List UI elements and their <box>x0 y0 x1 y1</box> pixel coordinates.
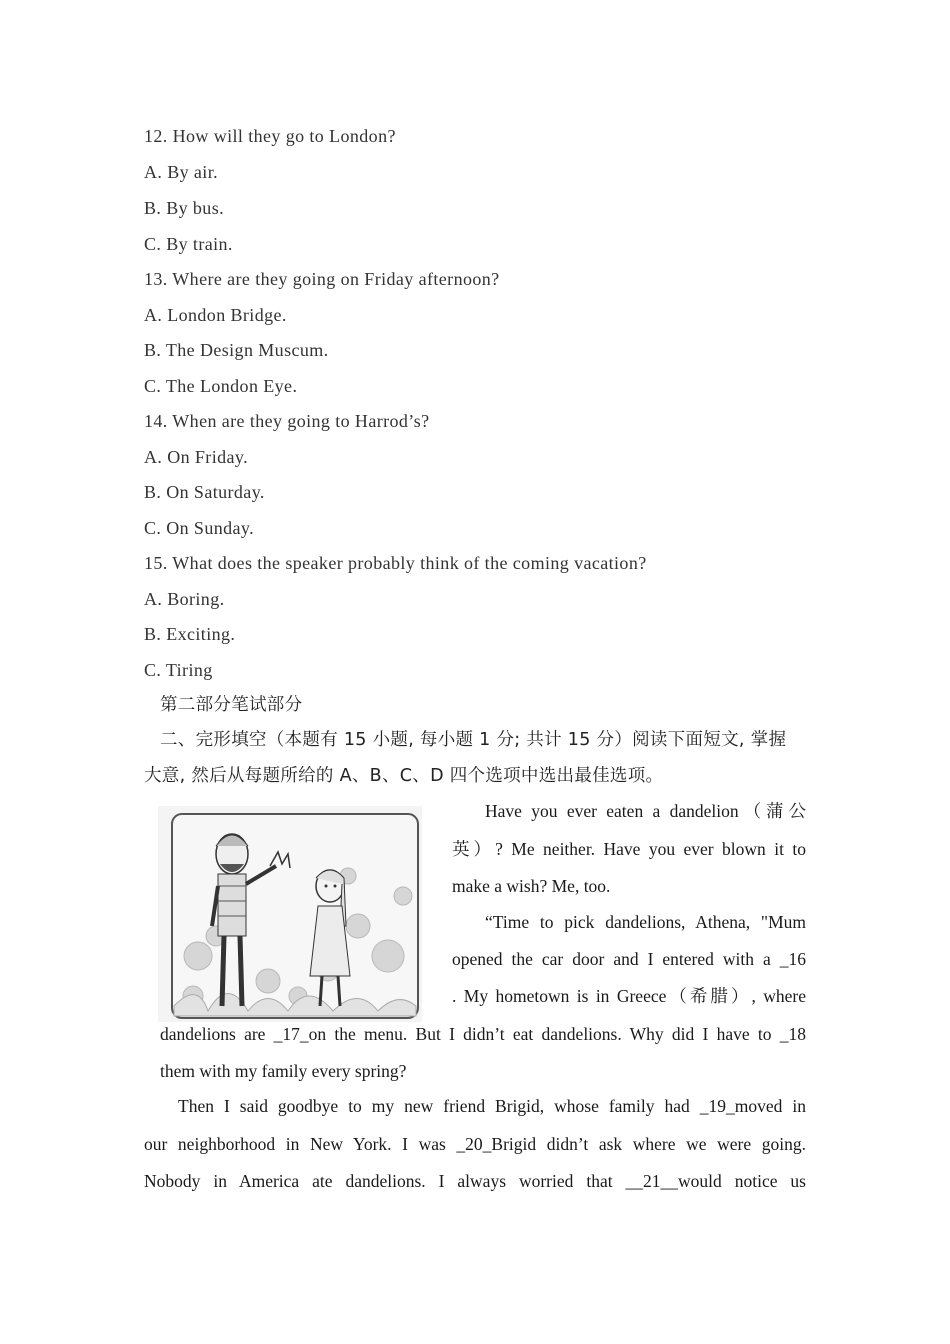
option-15a: A. Boring. <box>144 589 225 609</box>
passage-line-8: them with my family every spring? <box>160 1061 407 1081</box>
option-12a: A. By air. <box>144 162 218 182</box>
option-12b: B. By bus. <box>144 198 225 218</box>
passage-line-7: dandelions are _17_on the menu. But I didn’t eat dandelions. Why did I have to _18 <box>160 1024 806 1044</box>
passage-line-6: . My hometown is in Greece（希腊）, where <box>452 986 806 1006</box>
option-14a: A. On Friday. <box>144 447 249 467</box>
option-14b: B. On Saturday. <box>144 482 265 502</box>
passage-line-11: Nobody in America ate dandelions. I always worried that __21__would notice us <box>144 1171 806 1191</box>
passage-line-3: make a wish? Me, too. <box>452 876 611 896</box>
option-13a: A. London Bridge. <box>144 305 287 325</box>
passage-line-9: Then I said goodbye to my new friend Brigid, whose family had _19_moved in <box>178 1096 806 1116</box>
passage-line-4: “Time to pick dandelions, Athena, "Mum <box>485 912 806 932</box>
question-12: 12. How will they go to London? <box>144 126 396 146</box>
section-instruction-line1: 二、完形填空（本题有 15 小题, 每小题 1 分; 共计 15 分）阅读下面短文, 掌握 <box>160 730 787 750</box>
option-12c: C. By train. <box>144 234 233 254</box>
passage-line-10: our neighborhood in New York. I was _20_Brigid didn’t ask where we were going. <box>144 1134 806 1154</box>
option-14c: C. On Sunday. <box>144 518 255 538</box>
story-illustration <box>158 806 422 1022</box>
option-13c: C. The London Eye. <box>144 376 298 396</box>
passage-line-2: 英）? Me neither. Have you ever blown it to <box>452 839 806 859</box>
option-15b: B. Exciting. <box>144 624 236 644</box>
question-14: 14. When are they going to Harrod’s? <box>144 411 430 431</box>
section-title: 第二部分笔试部分 <box>160 695 303 715</box>
section-instruction-line2: 大意, 然后从每题所给的 A、B、C、D 四个选项中选出最佳选项。 <box>144 766 664 786</box>
question-13: 13. Where are they going on Friday afternoon? <box>144 269 500 289</box>
passage-line-1: Have you ever eaten a dandelion（蒲公 <box>485 801 806 821</box>
option-15c: C. Tiring <box>144 660 213 680</box>
option-13b: B. The Design Muscum. <box>144 340 329 360</box>
question-15: 15. What does the speaker probably think of the coming vacation? <box>144 553 647 573</box>
passage-line-5: opened the car door and I entered with a _16 <box>452 949 806 969</box>
